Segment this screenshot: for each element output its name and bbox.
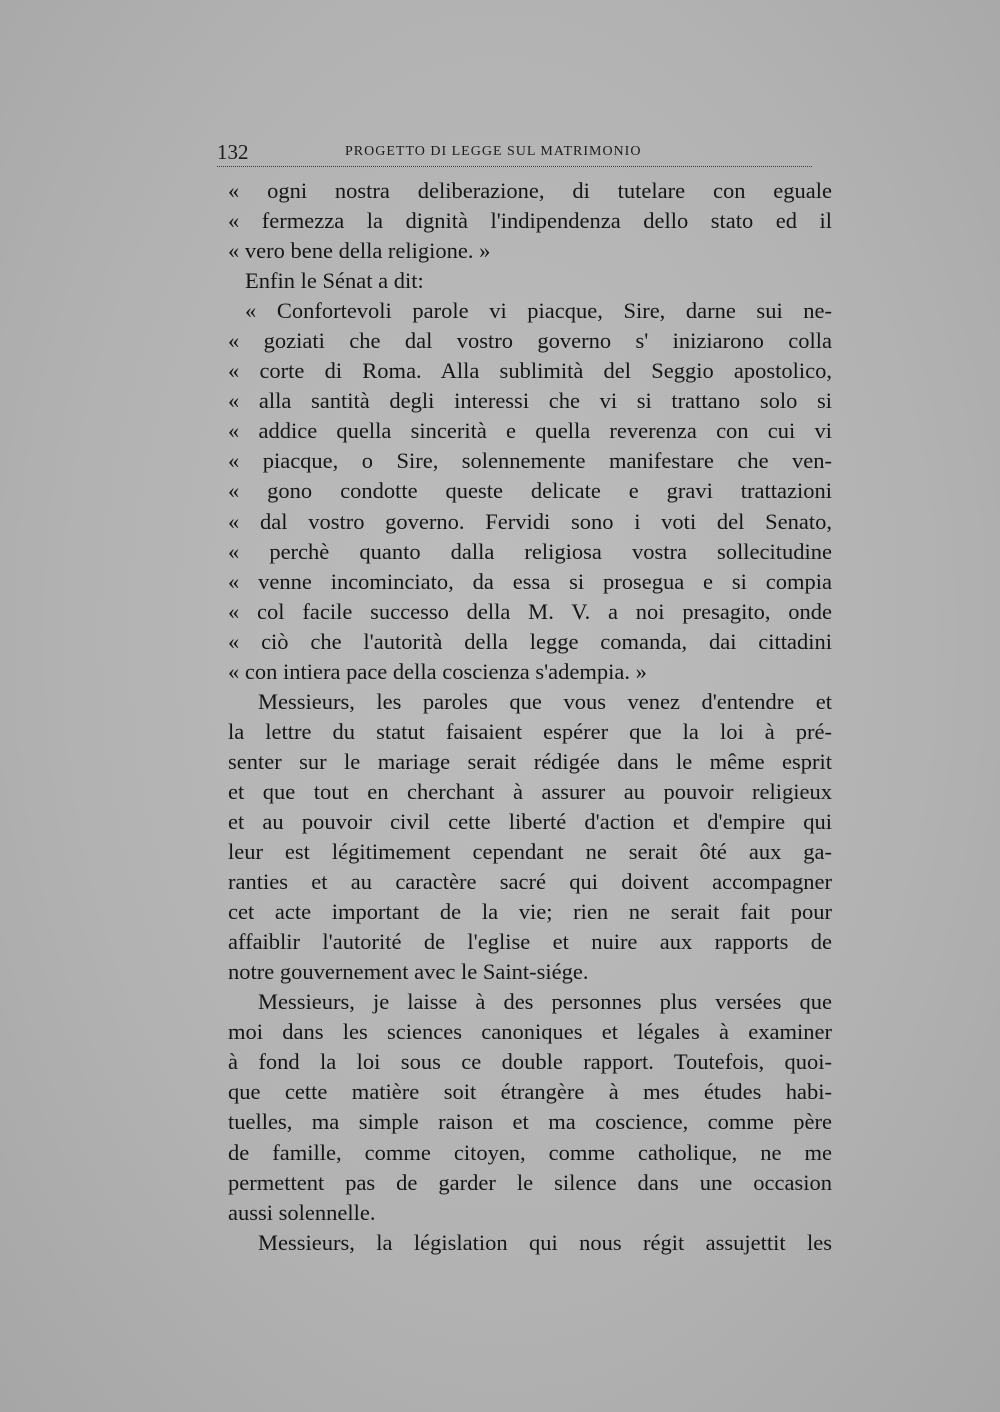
page-header [217, 136, 812, 167]
text-line: la lettre du statut faisaient espérer que la loi à pré- [228, 718, 832, 744]
page-number: 132 [217, 140, 249, 164]
text-line: « goziati che dal vostro governo s' iniziarono colla [228, 328, 832, 354]
text-line: Messieurs, je laisse à des personnes plus versées que [258, 989, 832, 1015]
text-line: de famille, comme citoyen, comme catholique, ne me [228, 1139, 832, 1165]
text-line: « perchè quanto dalla religiosa vostra sollecitudine [228, 538, 832, 564]
text-line: que cette matière soit étrangère à mes études habi- [228, 1079, 832, 1105]
text-line: « vero bene della religione. » [228, 238, 491, 264]
text-line: « venne incominciato, da essa si prosegua e si compia [228, 568, 832, 594]
text-line: et que tout en cherchant à assurer au pouvoir religieux [228, 778, 832, 804]
text-line: « piacque, o Sire, solennemente manifestare che ven- [228, 448, 832, 474]
text-line: moi dans les sciences canoniques et légales à examiner [228, 1019, 832, 1045]
text-line: permettent pas de garder le silence dans une occasion [228, 1169, 832, 1195]
running-title: PROGETTO DI LEGGE SUL MATRIMONIO [345, 144, 642, 159]
text-line: « fermezza la dignità l'indipendenza dello stato ed il [228, 208, 832, 234]
text-line: senter sur le mariage serait rédigée dans le même esprit [228, 748, 832, 774]
body-text [228, 176, 832, 1258]
text-line: à fond la loi sous ce double rapport. Toutefois, quoi- [228, 1049, 832, 1075]
text-line: tuelles, ma simple raison et ma coscience, comme père [228, 1109, 832, 1135]
text-line: « alla santità degli interessi che vi si trattano solo si [228, 388, 832, 414]
text-line: affaiblir l'autorité de l'eglise et nuire aux rapports de [228, 929, 832, 955]
text-line: Messieurs, les paroles que vous venez d'entendre et [258, 688, 832, 714]
text-line: « ciò che l'autorità della legge comanda, dai cittadini [228, 628, 832, 654]
text-line: « gono condotte queste delicate e gravi trattazioni [228, 478, 832, 504]
text-line: Messieurs, la législation qui nous régit assujettit les [258, 1229, 832, 1255]
text-line: « ogni nostra deliberazione, di tutelare con eguale [228, 178, 832, 203]
text-line: notre gouvernement avec le Saint-siége. [228, 959, 589, 985]
text-line: « Confortevoli parole vi piacque, Sire, darne sui ne- [245, 298, 832, 324]
text-line: ranties et au caractère sacré qui doivent accompagner [228, 869, 832, 895]
text-line: et au pouvoir civil cette liberté d'action et d'empire qui [228, 808, 832, 834]
text-line: leur est légitimement cependant ne serait ôté aux ga- [228, 839, 832, 865]
text-line: aussi solennelle. [228, 1199, 376, 1225]
text-line: « dal vostro governo. Fervidi sono i voti del Senato, [228, 508, 832, 534]
text-line: Enfin le Sénat a dit: [245, 268, 424, 294]
text-line: « addice quella sincerità e quella reverenza con cui vi [228, 418, 832, 444]
text-line: « con intiera pace della coscienza s'adempia. » [228, 658, 647, 684]
text-line: cet acte important de la vie; rien ne serait fait pour [228, 899, 832, 925]
text-line: « col facile successo della M. V. a noi presagito, onde [228, 598, 832, 624]
text-line: « corte di Roma. Alla sublimità del Seggio apostolico, [228, 358, 832, 384]
